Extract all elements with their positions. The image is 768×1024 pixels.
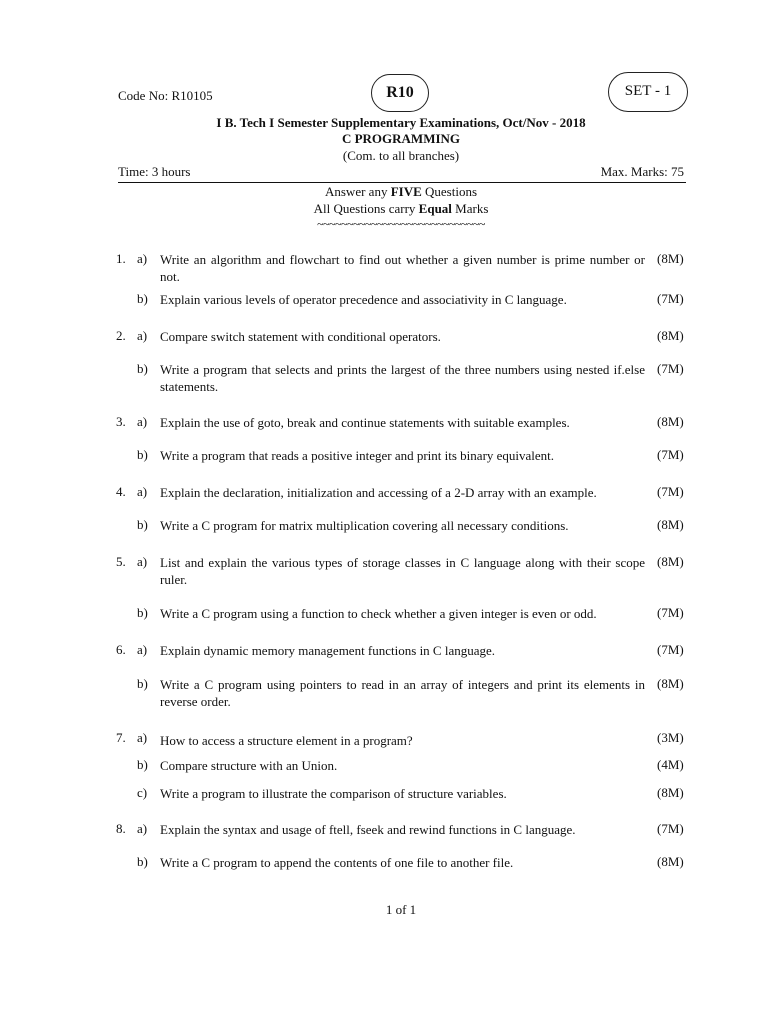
question-number: 3. [116, 414, 126, 429]
question-marks: (7M) [657, 821, 684, 836]
instruction-emphasis: Equal [418, 201, 452, 216]
question-number: 6. [116, 642, 126, 657]
part-label: c) [137, 785, 148, 800]
question-number: 1. [116, 251, 126, 266]
question-marks: (8M) [657, 554, 684, 569]
instruction-line-1 [118, 184, 684, 200]
part-label: b) [137, 517, 148, 532]
question-number: 7. [116, 730, 126, 745]
question-text: Write a C program for matrix multiplication covering all necessary conditions. [160, 518, 569, 533]
part-label: a) [137, 251, 148, 266]
instruction-text: Answer any [324, 184, 391, 199]
question-text: Write a C program using pointers to read in an array of integers and print its elements in reverse order. [160, 677, 645, 709]
question-marks: (7M) [657, 642, 684, 657]
question-marks: (8M) [657, 328, 684, 343]
instruction-text: Questions [421, 184, 478, 199]
question-text: Write a C program to append the contents of one file to another file. [160, 855, 514, 870]
part-label: a) [137, 642, 148, 657]
instruction-line-2 [118, 201, 684, 217]
question-marks: (4M) [657, 757, 684, 772]
question-marks: (8M) [657, 785, 684, 800]
question-text: List and explain the various types of storage classes in C language along with their scope ruler. [160, 555, 645, 587]
question-marks: (8M) [657, 676, 684, 691]
question-marks: (7M) [657, 605, 684, 620]
time-label: Time: 3 hours [118, 164, 191, 179]
part-label: b) [137, 605, 148, 620]
part-label: a) [137, 730, 148, 745]
question-text: Explain the use of goto, break and continue statements with suitable examples. [160, 415, 570, 430]
branches-note: (Com. to all branches) [342, 148, 460, 163]
question-text: Explain various levels of operator precedence and associativity in C language. [160, 292, 567, 307]
question-text: Explain the declaration, initialization and accessing of a 2-D array with an example. [160, 485, 597, 500]
question-text: Write a program that selects and prints the largest of the three numbers using nested if.else statements. [160, 362, 645, 394]
question-marks: (7M) [657, 291, 684, 306]
header-divider [118, 182, 686, 183]
question-text: Write an algorithm and flowchart to find out whether a given number is prime number or not. [160, 252, 645, 284]
question-marks: (8M) [657, 414, 684, 429]
question-text: Write a program that reads a positive integer and print its binary equivalent. [160, 448, 555, 463]
question-marks: (7M) [657, 484, 684, 499]
question-text: Explain dynamic memory management functions in C language. [160, 643, 496, 658]
question-number: 4. [116, 484, 126, 499]
question-number: 2. [116, 328, 126, 343]
max-marks-label: Max. Marks: 75 [600, 164, 684, 179]
part-label: a) [137, 554, 148, 569]
instruction-emphasis: FIVE [390, 184, 422, 199]
question-text: Compare switch statement with conditional operators. [160, 329, 441, 344]
question-text: Write a C program using a function to check whether a given integer is even or odd. [160, 606, 597, 621]
part-label: a) [137, 414, 148, 429]
part-label: a) [137, 484, 148, 499]
code-number: Code No: R10105 [118, 88, 213, 103]
question-text: How to access a structure element in a program? [160, 733, 413, 748]
question-marks: (7M) [657, 447, 684, 462]
question-marks: (3M) [657, 730, 684, 745]
exam-title: I B. Tech I Semester Supplementary Examinations, Oct/Nov - 2018 [216, 115, 586, 130]
part-label: a) [137, 821, 148, 836]
page-number: 1 of 1 [385, 902, 417, 917]
question-marks: (8M) [657, 517, 684, 532]
question-text: Compare structure with an Union. [160, 758, 338, 773]
question-number: 8. [116, 821, 126, 836]
subject-title: C PROGRAMMING [341, 131, 461, 146]
question-marks: (7M) [657, 361, 684, 376]
question-number: 5. [116, 554, 126, 569]
part-label: b) [137, 291, 148, 306]
set-badge: SET - 1 [608, 72, 688, 112]
part-label: b) [137, 854, 148, 869]
regulation-badge: R10 [371, 74, 429, 112]
part-label: b) [137, 757, 148, 772]
question-text: Write a program to illustrate the comparison of structure variables. [160, 786, 507, 801]
part-label: a) [137, 328, 148, 343]
part-label: b) [137, 676, 148, 691]
instruction-text: Marks [451, 201, 489, 216]
question-marks: (8M) [657, 854, 684, 869]
question-text: Explain the syntax and usage of ftell, fseek and rewind functions in C language. [160, 822, 576, 837]
question-marks: (8M) [657, 251, 684, 266]
instruction-separator: ~~~~~~~~~~~~~~~~~~~~~~~~~~~~ [317, 217, 485, 231]
part-label: b) [137, 361, 148, 376]
part-label: b) [137, 447, 148, 462]
instruction-text: All Questions carry [313, 201, 419, 216]
